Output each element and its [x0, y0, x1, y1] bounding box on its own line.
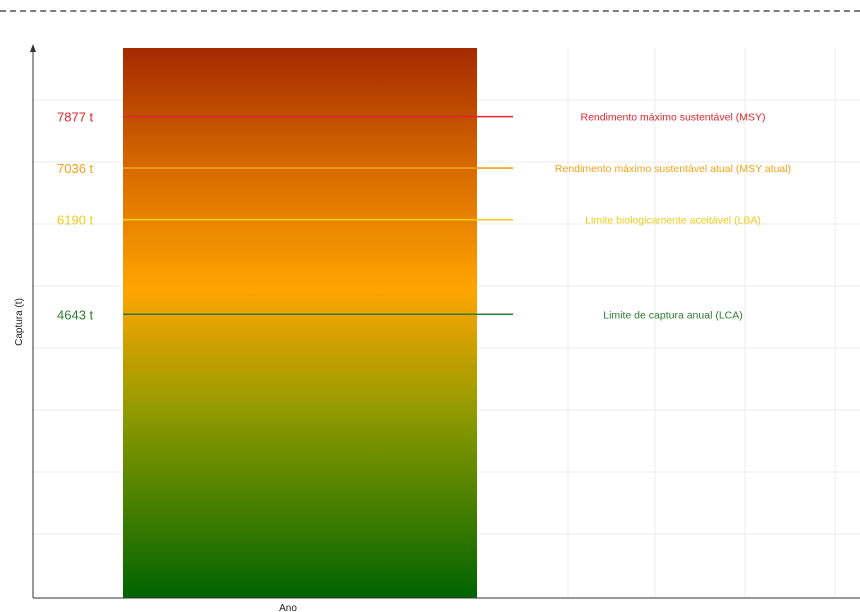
tick-label-0: 7877 t [57, 109, 94, 125]
tick-label-1: 7036 t [57, 161, 94, 177]
y-axis-label: Captura (t) [14, 298, 25, 346]
reference-line-label-3: Limite de captura anual (LCA) [603, 309, 743, 322]
reference-line-label-2: Limite biologicamente aceitável (LBA) [585, 214, 761, 227]
bar-layer [123, 48, 477, 598]
tick-label-3: 4643 t [57, 307, 94, 323]
y-axis-arrow-icon [30, 44, 36, 52]
reference-line-label-1: Rendimento máximo sustentável atual (MSY atual) [554, 163, 792, 176]
x-axis-label: Ano [279, 603, 297, 612]
reference-line-label-0: Rendimento máximo sustentável (MSY) [580, 111, 766, 124]
bar-0 [123, 48, 477, 598]
tick-label-2: 6190 t [57, 212, 94, 228]
